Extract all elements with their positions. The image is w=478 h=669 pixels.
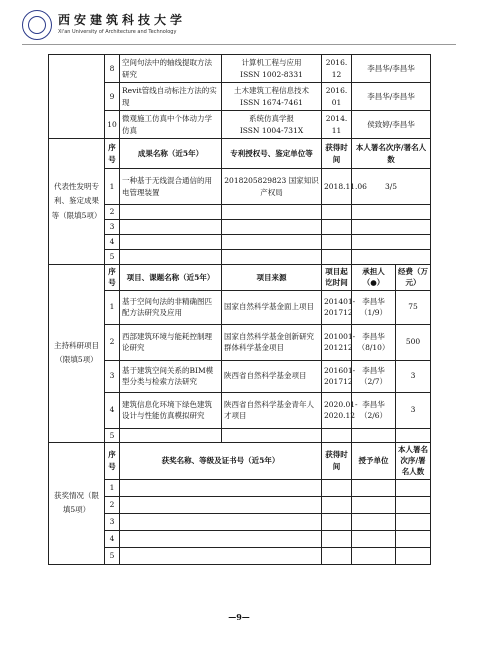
results-row [49, 169, 431, 205]
awards-no: 1 [105, 479, 120, 496]
results-rank: 3/5 [352, 169, 431, 205]
projects-no: 3 [105, 360, 120, 392]
results-hdr-rank: 本人署名次序/署名人数 [352, 139, 431, 169]
results-hdr-name: 成果名称（近5年） [120, 139, 222, 169]
projects-hdr-person: 承担人（●） [352, 265, 396, 291]
results-header-row [49, 139, 431, 169]
projects-no: 1 [105, 290, 120, 324]
projects-person: 李昌华（2/7） [352, 360, 396, 392]
results-no: 2 [105, 205, 120, 220]
projects-row [49, 392, 431, 428]
university-seal-icon [22, 10, 52, 40]
awards-no: 4 [105, 530, 120, 547]
paper-journal: 土木建筑工程信息技术 ISSN 1674-7461 [222, 83, 322, 111]
results-patent: 2018205829823 国家知识产权局 [222, 169, 322, 205]
projects-source: 陕西省自然科学基金项目 [222, 360, 322, 392]
results-no: 4 [105, 235, 120, 250]
paper-date: 2014. 11 [322, 111, 352, 139]
header-divider [22, 44, 456, 45]
projects-section-label: 主持科研项目（限填5项） [49, 265, 105, 443]
awards-row [49, 479, 431, 496]
projects-no: 5 [105, 428, 120, 442]
projects-name: 基于空间句法的非精确图匹配方法研究及应用 [120, 290, 222, 324]
projects-period: 201001-201212 [322, 324, 352, 360]
papers-label-cell [49, 55, 105, 139]
projects-source: 国家自然科学基金面上项目 [222, 290, 322, 324]
results-row [49, 205, 431, 220]
projects-source: 陕西省自然科学基金青年人才项目 [222, 392, 322, 428]
projects-name: 西部建筑环境与能耗控制理论研究 [120, 324, 222, 360]
results-no: 1 [105, 169, 120, 205]
projects-person: 李昌华（1/9） [352, 290, 396, 324]
paper-authors: 李昌华/李昌华 [352, 55, 431, 83]
awards-section-label: 获奖情况（限填5项） [49, 442, 105, 564]
results-section-label: 代表性发明专利、鉴定成果等（限填5项） [49, 139, 105, 265]
awards-row [49, 513, 431, 530]
projects-row [49, 360, 431, 392]
projects-period: 201601-201712 [322, 360, 352, 392]
projects-funds: 3 [396, 360, 431, 392]
projects-hdr-funds: 经费（万元） [396, 265, 431, 291]
projects-hdr-source: 项目来源 [222, 265, 322, 291]
paper-no: 8 [105, 55, 120, 83]
projects-funds: 3 [396, 392, 431, 428]
projects-person: 李昌华（8/10） [352, 324, 396, 360]
paper-row [49, 83, 431, 111]
projects-name: 建筑信息化环境下绿色建筑设计与性能仿真模拟研究 [120, 392, 222, 428]
paper-journal: 计算机工程与应用 ISSN 1002-8331 [222, 55, 322, 83]
results-no: 5 [105, 250, 120, 265]
projects-funds: 500 [396, 324, 431, 360]
results-time: 2018.11.06 [322, 169, 352, 205]
results-row [49, 235, 431, 250]
paper-date: 2016. 01 [322, 83, 352, 111]
awards-row [49, 496, 431, 513]
page-header [22, 8, 462, 42]
awards-hdr-time: 获得时间 [322, 442, 352, 479]
paper-title: Revit管线自动标注方法的实现 [120, 83, 222, 111]
paper-row [49, 111, 431, 139]
university-name-en: Xi'an University of Architecture and Technology [58, 29, 177, 35]
projects-no: 2 [105, 324, 120, 360]
paper-title: 微观施工仿真中个体动力学仿真 [120, 111, 222, 139]
paper-no: 9 [105, 83, 120, 111]
projects-funds: 75 [396, 290, 431, 324]
projects-period: 2020.01-2020.12 [322, 392, 352, 428]
awards-no: 5 [105, 547, 120, 564]
projects-person: 李昌华（2/6） [352, 392, 396, 428]
projects-row [49, 290, 431, 324]
paper-journal: 系统仿真学报 ISSN 1004-731X [222, 111, 322, 139]
page-number: —9— [228, 612, 250, 622]
projects-no: 4 [105, 392, 120, 428]
projects-hdr-name: 项目、课题名称（近5年） [120, 265, 222, 291]
projects-row [49, 428, 431, 442]
projects-hdr-period: 项目起讫时间 [322, 265, 352, 291]
paper-date: 2016. 12 [322, 55, 352, 83]
results-no: 3 [105, 220, 120, 235]
paper-no: 10 [105, 111, 120, 139]
awards-row [49, 530, 431, 547]
paper-row [49, 55, 431, 83]
resume-table [48, 54, 431, 565]
projects-source: 国家自然科学基金创新研究群体科学基金项目 [222, 324, 322, 360]
projects-name: 基于建筑空间关系的BIM模型分类与检索方法研究 [120, 360, 222, 392]
university-name-cn: 西安建筑科技大学 [58, 13, 187, 27]
awards-hdr-name: 获奖名称、等级及证书号（近5年） [120, 442, 322, 479]
results-hdr-patent: 专利授权号、鉴定单位等 [222, 139, 322, 169]
paper-authors: 李昌华/李昌华 [352, 83, 431, 111]
awards-hdr-rank: 本人署名次序/署名人数 [396, 442, 431, 479]
projects-row [49, 324, 431, 360]
awards-hdr-no: 序号 [105, 442, 120, 479]
paper-authors: 侯致婷/李昌华 [352, 111, 431, 139]
results-name: 一种基于无线混合通信的用电管理装置 [120, 169, 222, 205]
paper-title: 空间句法中的轴线提取方法研究 [120, 55, 222, 83]
results-hdr-no: 序号 [105, 139, 120, 169]
awards-no: 3 [105, 513, 120, 530]
awards-no: 2 [105, 496, 120, 513]
results-row [49, 250, 431, 265]
projects-period: 201401-201712 [322, 290, 352, 324]
projects-hdr-no: 序号 [105, 265, 120, 291]
awards-header-row [49, 442, 431, 479]
results-row [49, 220, 431, 235]
awards-row [49, 547, 431, 564]
awards-hdr-unit: 授予单位 [352, 442, 396, 479]
results-hdr-time: 获得时间 [322, 139, 352, 169]
projects-header-row [49, 265, 431, 291]
